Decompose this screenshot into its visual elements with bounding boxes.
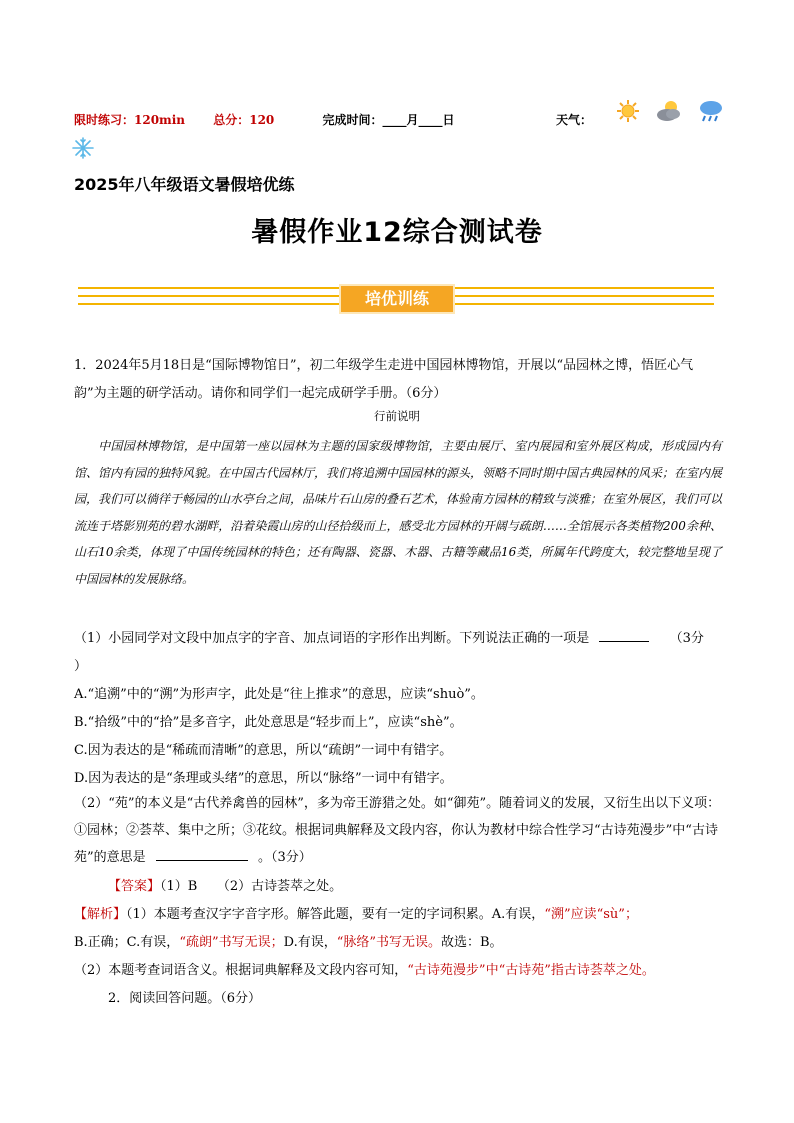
cloudy-icon — [655, 99, 683, 123]
option-a: A.“追溯”中的“溯”为形声字，此处是“往上推求”的意思，应读“shuò”。 — [74, 687, 484, 702]
option-d: D.因为表达的是“条理或头绪”的意思，所以“脉络”一词中有错字。 — [74, 771, 453, 786]
analysis-line-3 — [74, 959, 655, 978]
page-title: 暑假作业12综合测试卷 — [251, 217, 543, 248]
passage — [74, 433, 722, 592]
answer-blank-2[interactable] — [156, 848, 248, 861]
rain-icon — [698, 99, 724, 125]
total-score: 总分：120 — [213, 113, 275, 127]
answer-label: 【答案】 — [108, 879, 161, 894]
sub-question-1-score: （3分 — [669, 631, 704, 646]
sub-question-1-stem: （1）小园同学对文段中加点字的字音、加点词语的字形作出判断。下列说法正确的一项是 — [74, 631, 590, 646]
analysis-label: 【解析】 — [74, 907, 127, 922]
sub-question-2-score: 。（3分） — [257, 850, 312, 865]
analysis-line-2 — [74, 931, 503, 950]
sun-icon — [616, 99, 640, 123]
sub-question-2 — [74, 790, 724, 871]
time-limit: 限时练习：120min — [74, 113, 186, 127]
sub-question-1-tail: ） — [74, 659, 88, 674]
answer-line — [108, 875, 342, 894]
completion-time: 完成时间：____月____日 — [322, 113, 455, 127]
analysis-text-3b: “古诗苑漫步”中“古诗苑”指古诗荟萃之处。 — [407, 963, 655, 978]
analysis-text-1b: “溯”应读“sù”； — [544, 907, 638, 922]
snow-icon — [72, 137, 94, 159]
question-2-stem: 2．阅读回答问题。（6分） — [108, 991, 262, 1006]
passage-text: 中国园林博物馆，是中国第一座以园林为主题的国家级博物馆，主要由展厅、室内展园和室外展区构成，形成园内有馆、馆内有园的独特风貌。在中国古代园林厅，我们将追溯中国园林的源头，领略不同时期中国古典园林的风采；在室内展园，我们可以徜徉于畅园的山水亭台之间，品味片石山房的叠石艺术，体验南方园林的精致与淡雅；在室外展区，我们可以流连于塔影别苑的碧水湖畔，沿着染霞山房的山径拾级而上，感受北方园林的开阔与疏朗……全馆展示各类植物200余种、山石10余类，体现了中国传统园林的特色；还有陶器、瓷器、木器、古籍等藏品16类，所属年代跨度大，较完整地呈现了中国园林的发展脉络。 — [74, 439, 723, 586]
answer-text: （1）B （2）古诗荟萃之处。 — [160, 879, 343, 894]
analysis-text-3a: （2）本题考查词语含义。根据词典解释及文段内容可知， — [74, 963, 408, 978]
analysis-line-1 — [74, 903, 638, 922]
passage-title: 行前说明 — [374, 409, 420, 423]
section-badge: 培优训练 — [339, 284, 455, 314]
analysis-text-2a: B.正确；C.有误， — [74, 935, 180, 950]
sub-question-1 — [74, 627, 704, 646]
question-1-stem: 1．2024年5月18日是“国际博物馆日”，初二年级学生走进中国园林博物馆，开展以“品园林之博，悟匠心气韵”为主题的研学活动。请你和同学们一起完成研学手册。（6分） — [74, 358, 694, 401]
analysis-text-2b: “疏朗”书写无误； — [179, 935, 284, 950]
analysis-text-2e: 故选：B。 — [441, 935, 503, 950]
weather-label: 天气： — [556, 113, 593, 127]
analysis-text-2c: D.有误， — [283, 935, 337, 950]
analysis-text-2d: “脉络”书写无误。 — [336, 935, 441, 950]
option-b: B.“拾级”中的“拾”是多音字，此处意思是“轻步而上”，应读“shè”。 — [74, 715, 463, 730]
header-line — [74, 111, 454, 128]
subtitle: 2025年八年级语文暑假培优练 — [74, 175, 295, 194]
analysis-text-1a: （1）本题考查汉字字音字形。解答此题，要有一定的字词积累。A.有误， — [126, 907, 545, 922]
sub-question-2-stem: （2）“苑”的本义是“古代养禽兽的园林”，多为帝王游猎之处。如“御苑”。随着词义的发展，又衍生出以下义项：①园林；②荟萃、集中之所；③花纹。根据词典解释及文段内容，你认为教材中综合性学习“古诗苑漫步”中“古诗苑”的意思是 — [74, 796, 721, 865]
option-c: C.因为表达的是“稀疏而清晰”的意思，所以“疏朗”一词中有错字。 — [74, 743, 453, 758]
answer-blank-1[interactable] — [599, 629, 649, 642]
